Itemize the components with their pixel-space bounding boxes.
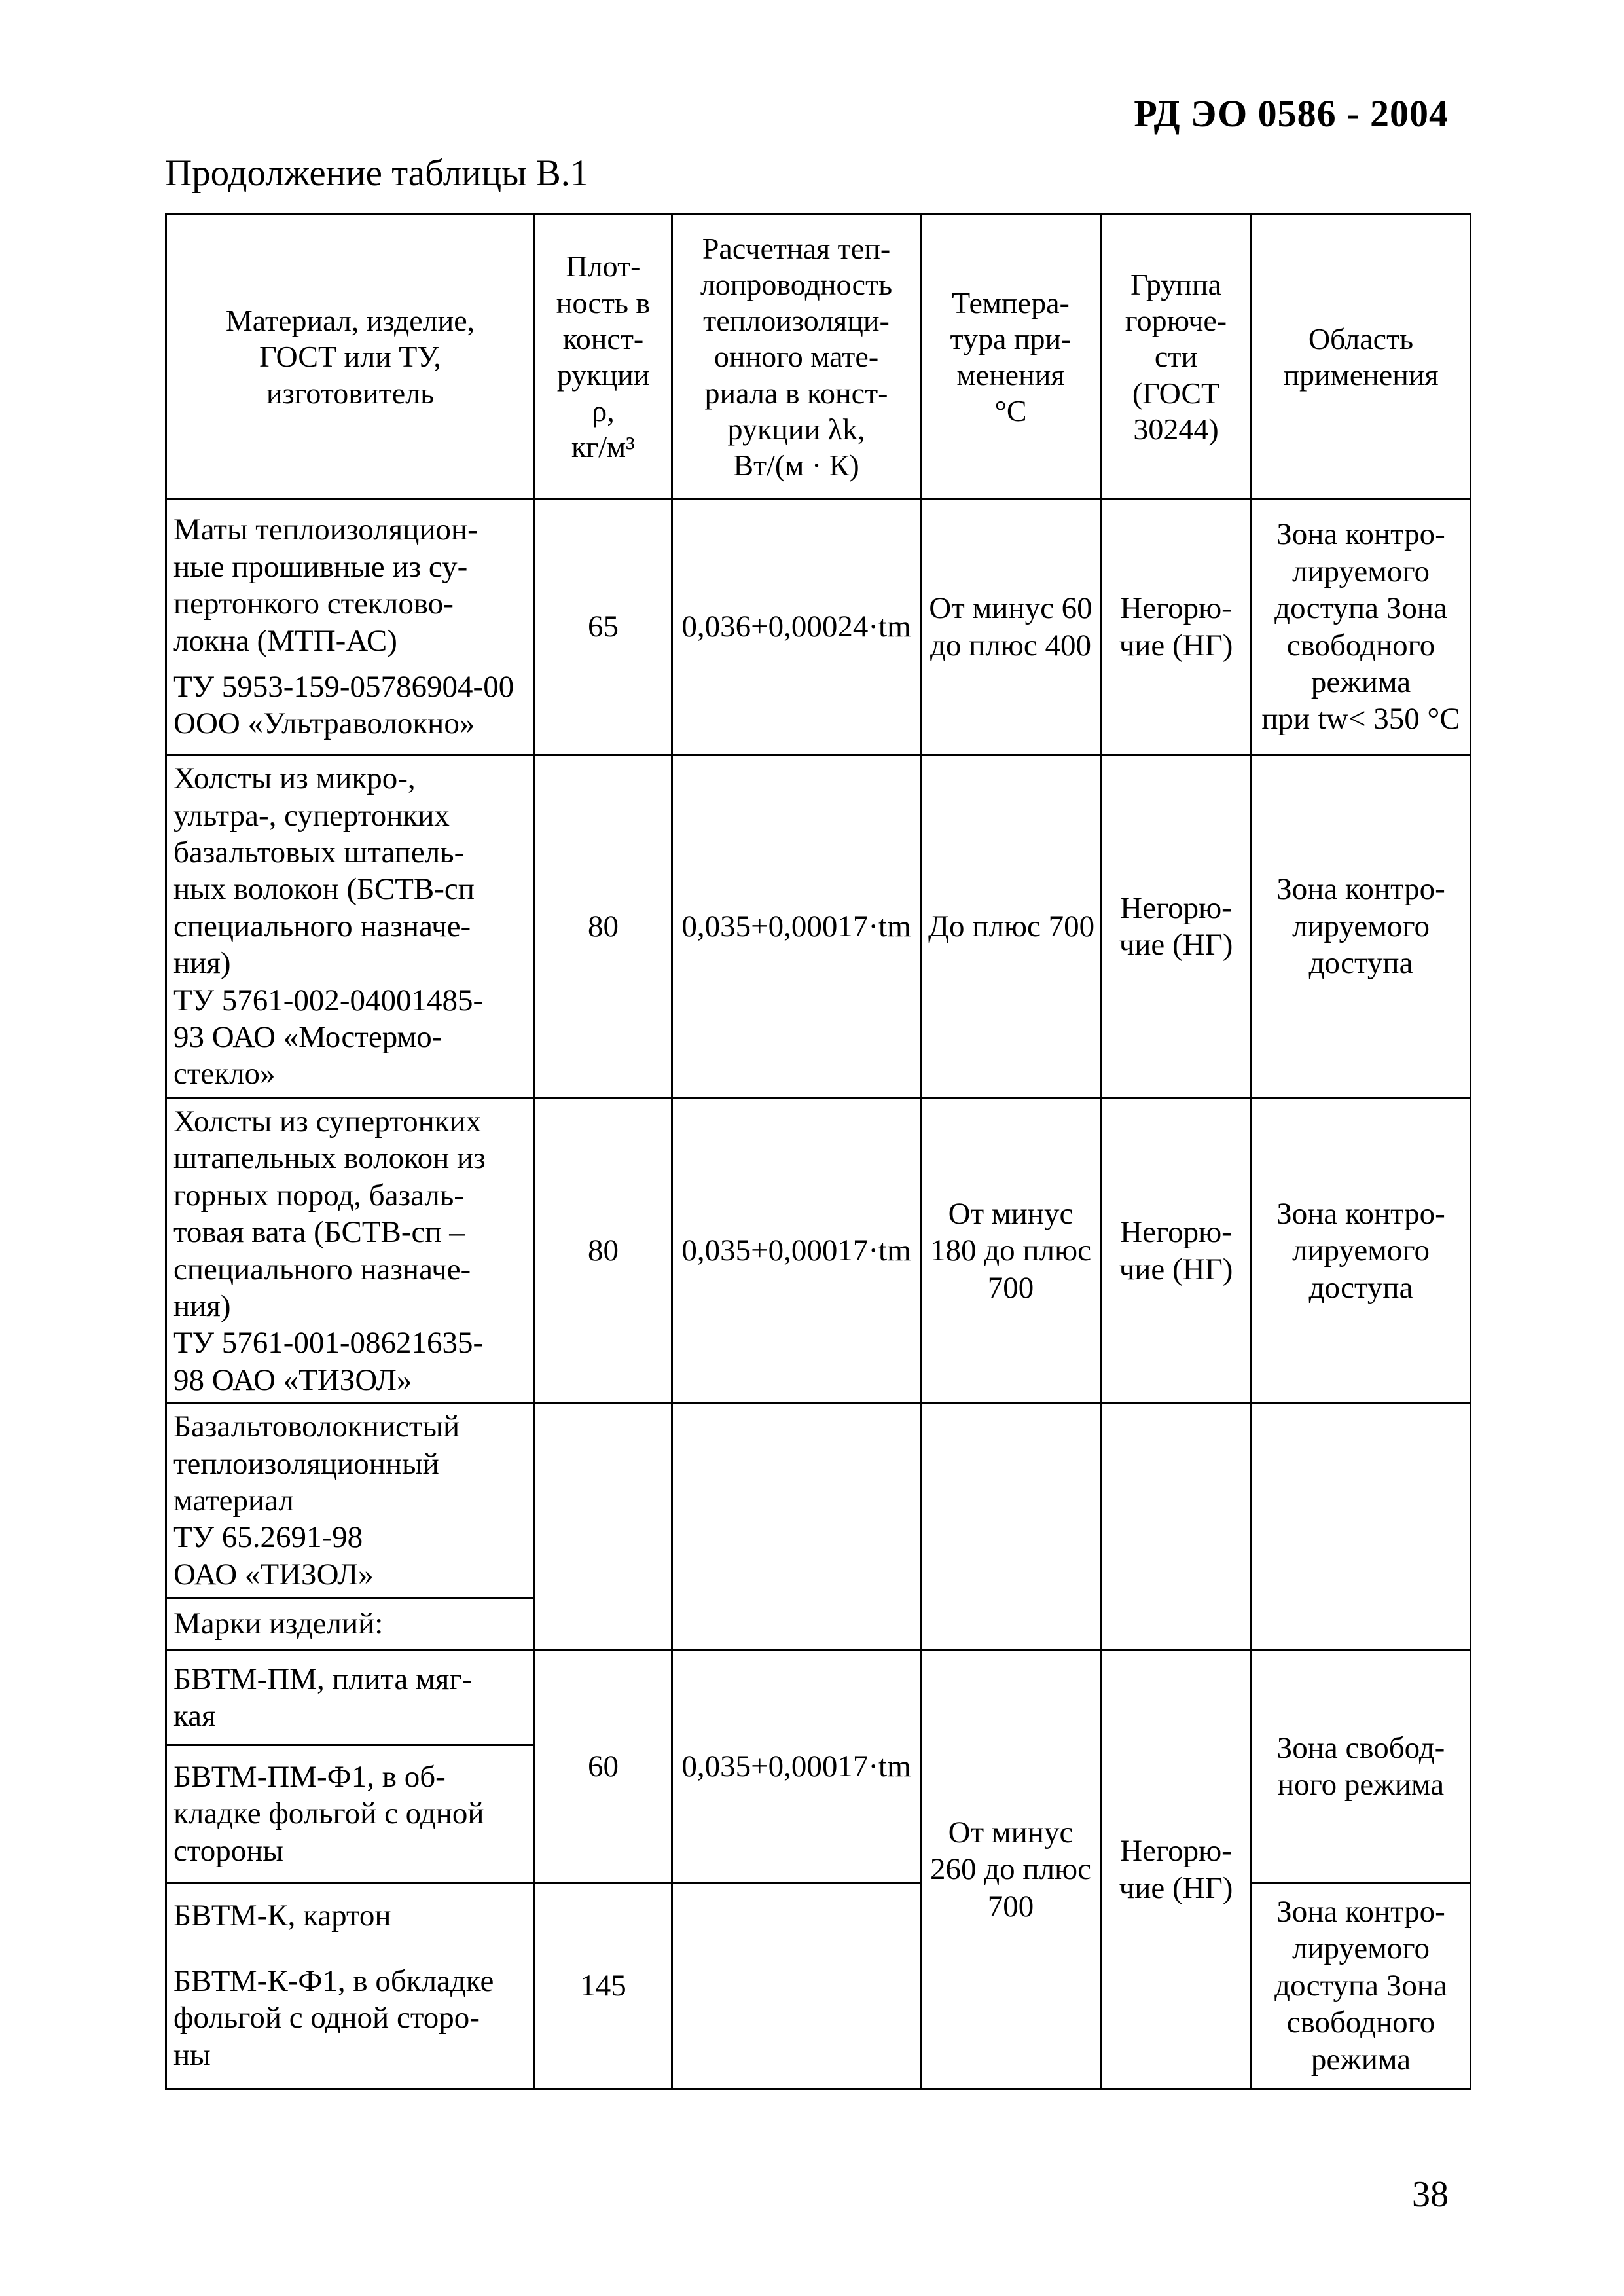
application-cell: Зона контро- лируемого доступа [1252, 1099, 1471, 1404]
flammability-cell: Негорю- чие (НГ) [1101, 500, 1252, 755]
table-caption: Продолжение таблицы В.1 [165, 153, 589, 194]
conductivity-cell: 0,035+0,00017·tm [672, 755, 921, 1099]
conductivity-cell: 0,036+0,00024·tm [672, 500, 921, 755]
conductivity-cell: 0,035+0,00017·tm [672, 1650, 921, 1883]
table-row [166, 755, 1471, 1099]
header-application: Область применения [1252, 215, 1471, 500]
empty-cell [672, 1883, 921, 2089]
product-cell: БВТМ-К-Ф1, в обкладке фольгой с одной сторо- ны [166, 1948, 535, 2089]
density-cell: 65 [535, 500, 672, 755]
materials-table [165, 213, 1471, 2090]
application-cell: Зона свобод- ного режима [1252, 1650, 1471, 1883]
group-title-cell: Базальтоволокнистый теплоизоляционный материал ТУ 65.2691-98 ОАО «ТИЗОЛ» [166, 1404, 535, 1598]
table-row [166, 1883, 1471, 1948]
material-cell: Холсты из супертонких штапельных волокон из горных пород, базаль- товая вата (БСТВ-сп – специального назначе- ния) ТУ 5761-001-08621635- 98 ОАО «ТИЗОЛ» [166, 1099, 535, 1404]
application-cell: Зона контро- лируемого доступа [1252, 755, 1471, 1099]
header-density: Плот- ность в конст- рукции ρ, кг/м³ [535, 215, 672, 500]
application-cell: Зона контро- лируемого доступа Зона свободного режима при tw< 350 °С [1252, 500, 1471, 755]
material-cell: Маты теплоизоляцион- ные прошивные из су- пертонкого стеклово- локна (МТП-АС) ТУ 5953-159-05786904-00 ООО «Ультраволокно» [166, 500, 535, 755]
temperature-cell: От минус 180 до плюс 700 [921, 1099, 1101, 1404]
temperature-cell: От минус 60 до плюс 400 [921, 500, 1101, 755]
header-flammability: Группа горюче- сти (ГОСТ 30244) [1101, 215, 1252, 500]
density-cell: 80 [535, 1099, 672, 1404]
empty-cell [921, 1404, 1101, 1650]
document-code: РД ЭО 0586 - 2004 [1134, 92, 1449, 135]
empty-cell [1252, 1404, 1471, 1650]
material-cell: Холсты из микро-, ультра-, супертонких базальтовых штапель- ных волокон (БСТВ-сп специального назначе- ния) ТУ 5761-002-04001485- 93 ОАО «Мостермо- стекло» [166, 755, 535, 1099]
flammability-cell: Негорю- чие (НГ) [1101, 1650, 1252, 2089]
density-cell: 80 [535, 755, 672, 1099]
temperature-cell: От минус 260 до плюс 700 [921, 1650, 1101, 2089]
product-cell: БВТМ-ПМ-Ф1, в об- кладке фольгой с одной стороны [166, 1745, 535, 1883]
header-material: Материал, изделие, ГОСТ или ТУ, изготовитель [166, 215, 535, 500]
page-number: 38 [1412, 2174, 1449, 2215]
conductivity-cell: 0,035+0,00017·tm [672, 1099, 921, 1404]
table-row [166, 500, 1471, 755]
table-row [166, 1650, 1471, 1745]
marks-label-cell: Марки изделий: [166, 1598, 535, 1650]
density-cell: 60 [535, 1650, 672, 1883]
header-row [166, 215, 1471, 500]
table-row [166, 1099, 1471, 1404]
flammability-cell: Негорю- чие (НГ) [1101, 755, 1252, 1099]
density-cell: 145 [535, 1883, 672, 2089]
header-conductivity: Расчетная теп- лопроводность теплоизоляци- онного мате- риала в конст- рукции λk, Вт/(м · К) [672, 215, 921, 500]
empty-cell [1101, 1404, 1252, 1650]
empty-cell [535, 1404, 672, 1650]
header-temperature: Темпера- тура при- менения °С [921, 215, 1101, 500]
product-cell: БВТМ-ПМ, плита мяг- кая [166, 1650, 535, 1745]
empty-cell [672, 1404, 921, 1650]
temperature-cell: До плюс 700 [921, 755, 1101, 1099]
product-cell: БВТМ-К, картон [166, 1883, 535, 1948]
group-title-row [166, 1404, 1471, 1598]
application-cell: Зона контро- лируемого доступа Зона свободного режима [1252, 1883, 1471, 2089]
flammability-cell: Негорю- чие (НГ) [1101, 1099, 1252, 1404]
